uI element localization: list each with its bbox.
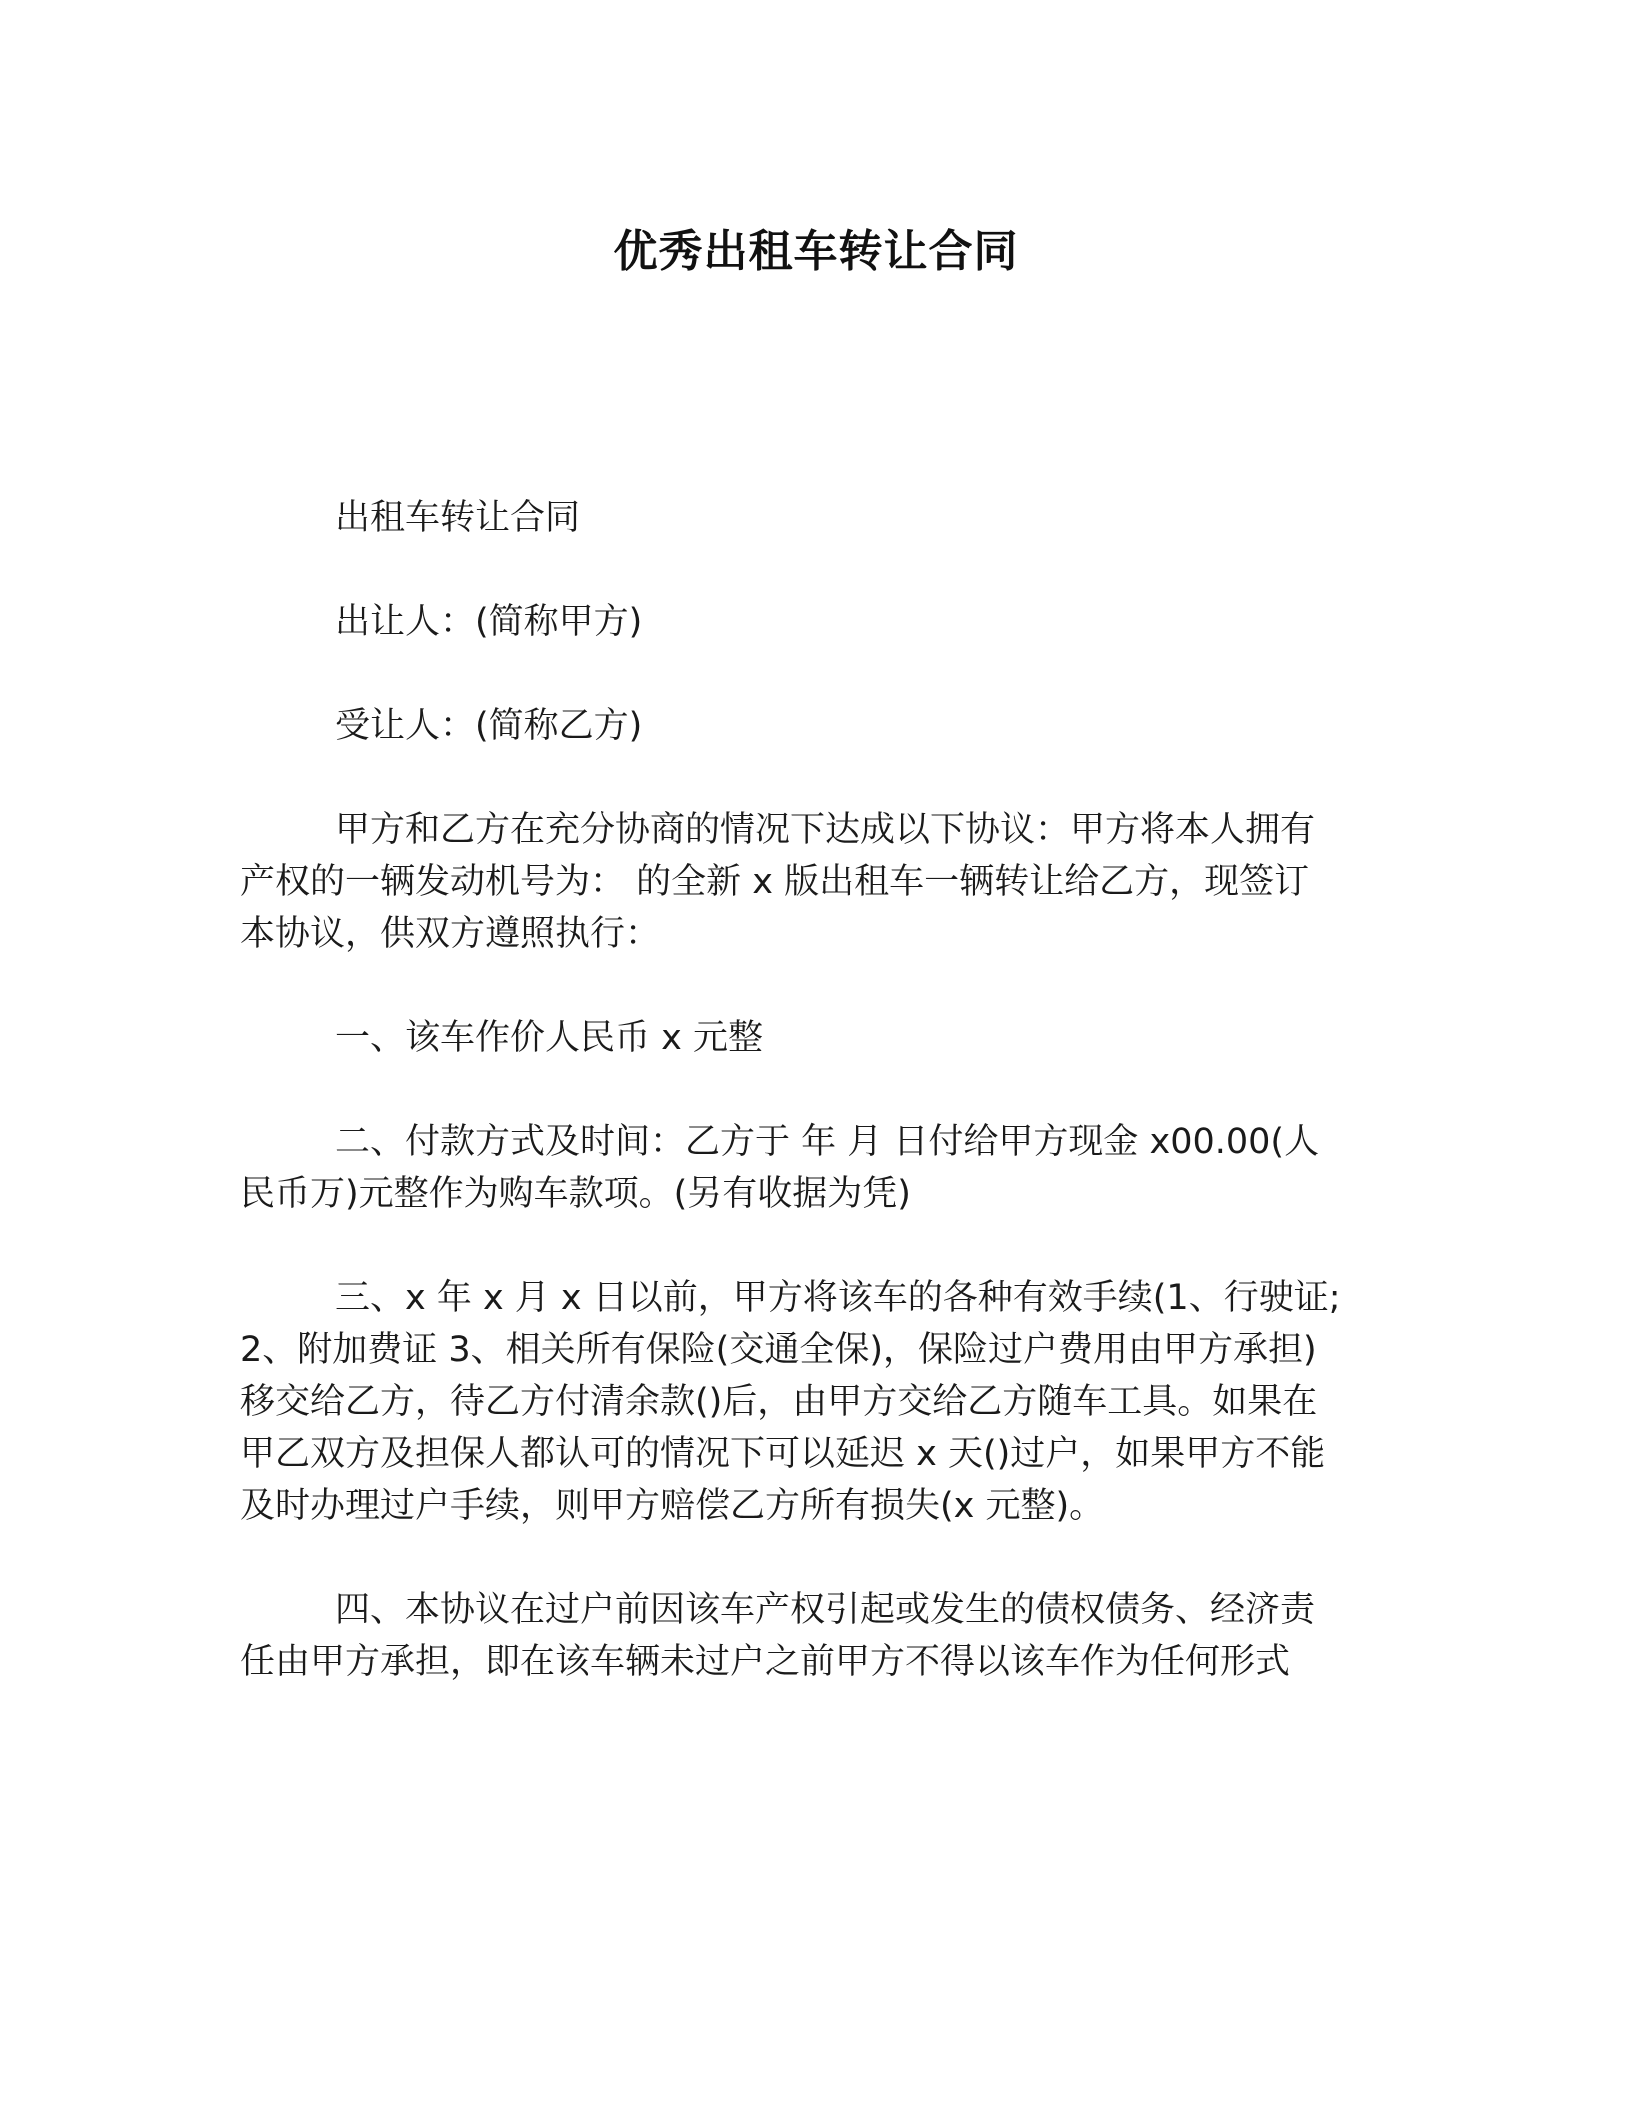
paragraph-line: 移交给乙方，待乙方付清余款()后，由甲方交给乙方随车工具。如果在 [240, 1382, 1318, 1422]
paragraph-clause-3 [240, 1272, 1390, 1532]
paragraph-clause-4 [240, 1584, 1390, 1688]
paragraph-line: 产权的一辆发动机号为： 的全新 x 版出租车一辆转让给乙方，现签订 [240, 862, 1310, 902]
paragraph-line: 二、付款方式及时间：乙方于 年 月 日付给甲方现金 x00.00(人 [335, 1122, 1320, 1162]
paragraph-line: 民币万)元整作为购车款项。(另有收据为凭) [240, 1174, 911, 1214]
paragraph-line: 2、附加费证 3、相关所有保险(交通全保)，保险过户费用由甲方承担) [240, 1330, 1317, 1370]
paragraph-line: 甲方和乙方在充分协商的情况下达成以下协议：甲方将本人拥有 [335, 810, 1316, 850]
paragraph-agreement [240, 804, 1390, 960]
contract-heading: 出租车转让合同 [335, 498, 581, 538]
paragraph-line: 三、x 年 x 月 x 日以前，甲方将该车的各种有效手续(1、行驶证; [335, 1278, 1341, 1318]
paragraph-line: 及时办理过户手续，则甲方赔偿乙方所有损失(x 元整)。 [240, 1486, 1105, 1526]
document-body [240, 492, 1390, 1740]
paragraph-clause-1 [240, 1012, 1390, 1064]
paragraph-clause-2 [240, 1116, 1390, 1220]
paragraph-line: 任由甲方承担，即在该车辆未过户之前甲方不得以该车作为任何形式 [240, 1642, 1291, 1682]
paragraph-line: 一、该车作价人民币 x 元整 [335, 1018, 763, 1058]
transferee-line: 受让人：(简称乙方) [335, 706, 643, 746]
paragraph-line: 四、本协议在过户前因该车产权引起或发生的债权债务、经济责 [335, 1590, 1316, 1630]
document-title: 优秀出租车转让合同 [613, 226, 1019, 277]
paragraph-line: 本协议，供双方遵照执行： [240, 914, 661, 954]
paragraph-line: 甲乙双方及担保人都认可的情况下可以延迟 x 天()过户，如果甲方不能 [240, 1434, 1326, 1474]
transferor-line: 出让人：(简称甲方) [335, 602, 643, 642]
